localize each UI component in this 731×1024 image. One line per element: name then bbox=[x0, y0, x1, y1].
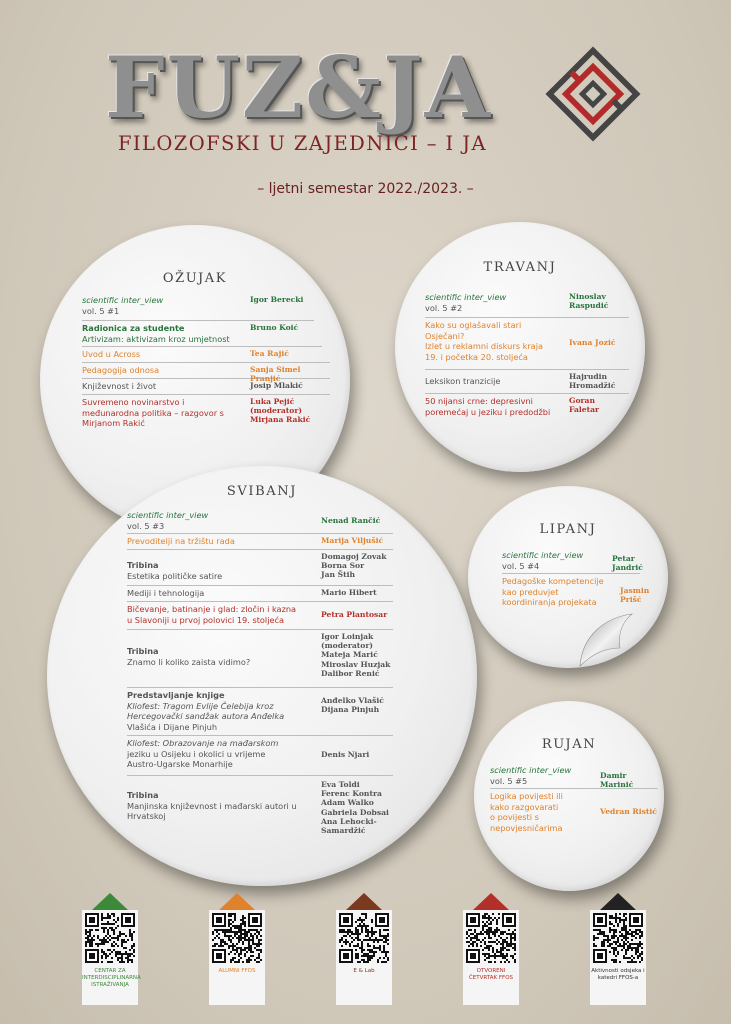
event-row: scientific inter_view vol. 5 #1 Igor Berecki bbox=[82, 293, 314, 321]
event-row: Predstavljanje knjige Kliofest: Tragom Evlije Čelebija kroz Hercegovački sandžak autora Anđelka Vlašića i Dijane Pinjuh Anđelko Vlašić Dijana Pinjuh bbox=[127, 688, 393, 736]
event-row: Suvremeno novinarstvo i međunarodna politika – razgovor s Mirjanom Rakić Luka Pejić (moderator) Mirjana Rakić bbox=[82, 397, 311, 428]
semester-label: – ljetni semestar 2022./2023. – bbox=[257, 181, 474, 197]
event-row: scientific inter_view vol. 5 #5 Damir Marinić bbox=[490, 763, 658, 789]
qr-code-card[interactable] bbox=[590, 910, 646, 1005]
circle-travanj bbox=[395, 222, 645, 472]
event-row: Kliofest: Obrazovanje na mađarskom jeziku u Osijeku i okolici u vrijeme Austro-Ugarske Monarhije Denis Njari bbox=[127, 736, 393, 776]
event-row: scientific inter_view vol. 5 #2 Ninoslav Raspudić bbox=[425, 290, 629, 318]
maze-logo-icon bbox=[545, 46, 641, 142]
event-row: Radionica za studente Artivizam: aktivizam kroz umjetnost Bruno Koić bbox=[82, 321, 322, 347]
qr-label: ALUMNI FFOS bbox=[218, 968, 256, 974]
qr-tab-icon bbox=[346, 893, 382, 910]
month-title-lipanj: LIPANJ bbox=[539, 522, 597, 537]
qr-code-card[interactable] bbox=[463, 910, 519, 1005]
event-row: 50 nijansi crne: depresivni poremećaj u jeziku i predodžbi Goran Faletar bbox=[425, 396, 600, 417]
event-row: Logika povijesti ili kako razgovarati o povijesti s nepovjesničarima Vedran Ristić bbox=[490, 791, 657, 833]
qr-tab-icon bbox=[473, 893, 509, 910]
circle-lipanj bbox=[468, 486, 668, 668]
month-title-travanj: TRAVANJ bbox=[483, 260, 557, 275]
qr-code-icon[interactable] bbox=[212, 913, 262, 963]
month-title-ozujak: OŽUJAK bbox=[162, 271, 228, 286]
circle-svibanj bbox=[47, 466, 477, 886]
qr-code-card[interactable] bbox=[336, 910, 392, 1005]
event-row: Leksikon tranzicije Hajrudin Hromadžić bbox=[425, 370, 629, 394]
qr-tab-icon bbox=[600, 893, 636, 910]
qr-code-icon[interactable] bbox=[593, 913, 643, 963]
event-row: scientific inter_view vol. 5 #3 Nenad Rančić bbox=[127, 508, 393, 534]
qr-tab-icon bbox=[219, 893, 255, 910]
month-title-svibanj: SVIBANJ bbox=[226, 484, 298, 499]
qr-code-card[interactable] bbox=[82, 910, 141, 1005]
event-row: Mediji i tehnologija Mario Hibert bbox=[127, 586, 393, 602]
qr-label: CENTAR ZA INTERDISCIPLINARNA ISTRAŽIVANJA bbox=[82, 968, 141, 988]
circle-rujan bbox=[474, 701, 664, 891]
qr-code-icon[interactable] bbox=[466, 913, 516, 963]
poster-subtitle: FILOZOFSKI U ZAJEDNICI – I JA bbox=[118, 132, 487, 155]
qr-code-icon[interactable] bbox=[85, 913, 135, 963]
poster-title: FUZ&JA bbox=[105, 38, 492, 137]
event-row: Tribina Manjinska književnost i mađarski autori u Hrvatskoj Eva Toldi Ferenc Kontra Adam Walko Gabriela Dobsai Ana Lehocki- Samardžić bbox=[127, 780, 389, 836]
event-row: scientific inter_view vol. 5 #4 Petar Jandrić bbox=[502, 550, 643, 573]
qr-label: OTVORENI ČETVRTAK FFOS bbox=[468, 968, 514, 981]
event-row: Kako su oglašavali stari Osječani? Izlet u reklamni diskurs kraja 19. i početka 20. stoljeća Ivana Jozić bbox=[425, 318, 629, 370]
event-row: Bičevanje, batinanje i glad: zločin i kazna u Slavoniji u prvoj polovici 19. stoljeća Petra Plantosar bbox=[127, 602, 393, 630]
event-row: Književnost i život Josip Mlakić bbox=[82, 379, 330, 395]
qr-label: Aktivnosti odsjeka i katedri FFOS-a bbox=[591, 968, 645, 981]
event-row: Pedagogija odnosa Sanja Simel Pranjić bbox=[82, 363, 330, 379]
qr-code-card[interactable] bbox=[209, 910, 265, 1005]
event-row: Pedagoške kompetencije kao preduvjet koordiniranja projekata Jasmin Prišć bbox=[502, 576, 650, 607]
event-row: Tribina Estetika političke satire Domagoj Zovak Borna Sor Jan Štih bbox=[127, 550, 393, 586]
qr-tab-icon bbox=[92, 893, 128, 910]
month-title-rujan: RUJAN bbox=[541, 737, 597, 752]
qr-label: E & Lab bbox=[353, 968, 375, 974]
qr-code-icon[interactable] bbox=[339, 913, 389, 963]
event-row: Prevoditelji na tržištu rada Marija Viljušić bbox=[127, 534, 393, 550]
event-row: Tribina Znamo li koliko zaista vidimo? Igor Loinjak (moderator) Mateja Marić Miroslav Huzjak Dalibor Renić bbox=[127, 630, 393, 688]
page-curl-icon bbox=[572, 608, 634, 668]
event-row: Uvod u Across Tea Rajić bbox=[82, 347, 330, 363]
